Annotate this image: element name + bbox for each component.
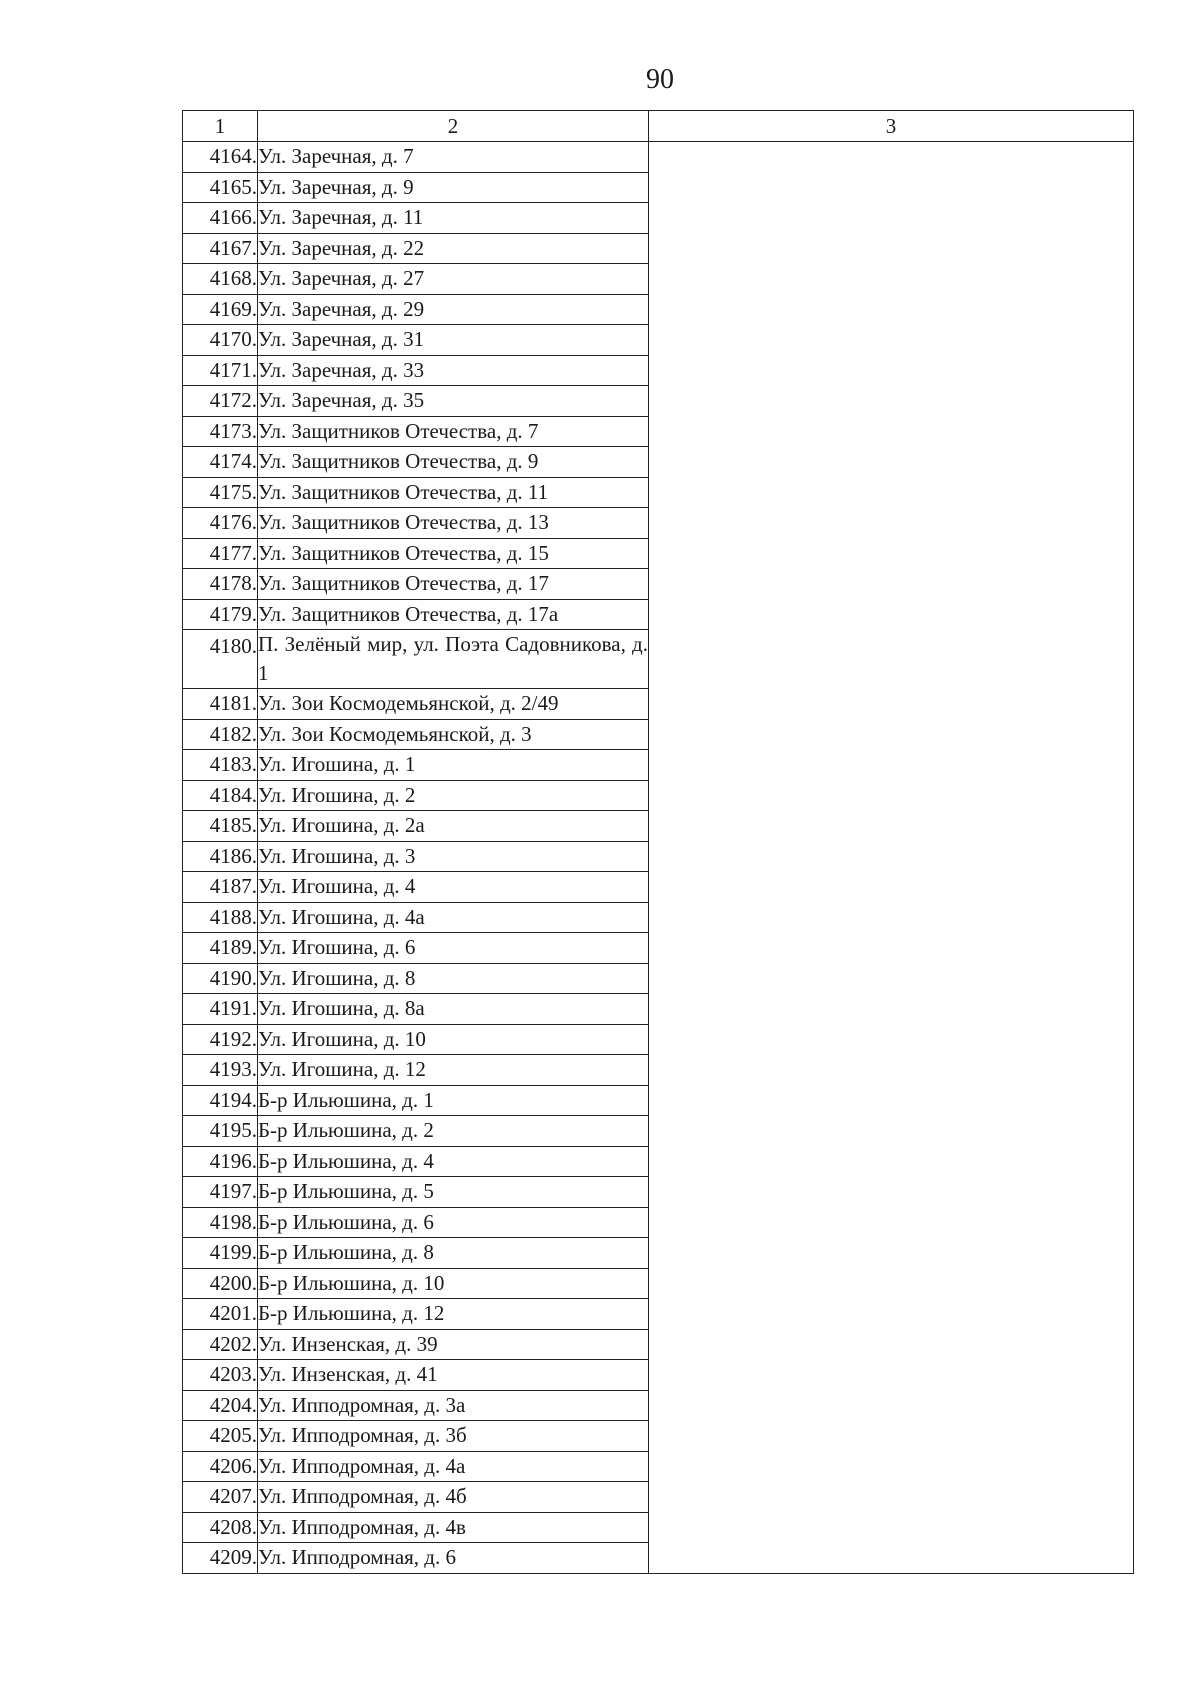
row-address: Ул. Заречная, д. 22: [258, 233, 649, 264]
row-number: 4202.: [183, 1329, 258, 1360]
row-address: Ул. Игошина, д. 4а: [258, 902, 649, 933]
row-address: Ул. Защитников Отечества, д. 15: [258, 538, 649, 569]
row-number: 4165.: [183, 172, 258, 203]
row-number: 4164.: [183, 142, 258, 173]
row-number: 4171.: [183, 355, 258, 386]
row-address: Ул. Защитников Отечества, д. 13: [258, 508, 649, 539]
row-address: Ул. Заречная, д. 33: [258, 355, 649, 386]
row-address: Ул. Ипподромная, д. 4в: [258, 1512, 649, 1543]
row-number: 4191.: [183, 994, 258, 1025]
row-address: Ул. Игошина, д. 8: [258, 963, 649, 994]
row-number: 4188.: [183, 902, 258, 933]
row-address: Ул. Заречная, д. 9: [258, 172, 649, 203]
table-body: [183, 142, 1134, 1574]
row-address: Ул. Заречная, д. 11: [258, 203, 649, 234]
row-address: Ул. Защитников Отечества, д. 7: [258, 416, 649, 447]
row-number: 4193.: [183, 1055, 258, 1086]
row-address: Ул. Ипподромная, д. 3б: [258, 1421, 649, 1452]
row-address: Ул. Игошина, д. 12: [258, 1055, 649, 1086]
row-number: 4189.: [183, 933, 258, 964]
row-address: Ул. Инзенская, д. 39: [258, 1329, 649, 1360]
row-address: Б-р Ильюшина, д. 2: [258, 1116, 649, 1147]
header-col-3: 3: [649, 111, 1134, 142]
row-number: 4167.: [183, 233, 258, 264]
row-number: 4194.: [183, 1085, 258, 1116]
header-col-2: 2: [258, 111, 649, 142]
row-address: Ул. Заречная, д. 27: [258, 264, 649, 295]
row-address: Ул. Игошина, д. 1: [258, 750, 649, 781]
row-address: Ул. Игошина, д. 2: [258, 780, 649, 811]
row-number: 4206.: [183, 1451, 258, 1482]
row-number: 4192.: [183, 1024, 258, 1055]
row-number: 4209.: [183, 1543, 258, 1574]
row-number: 4181.: [183, 689, 258, 720]
row-address: Ул. Заречная, д. 31: [258, 325, 649, 356]
row-number: 4187.: [183, 872, 258, 903]
row-number: 4170.: [183, 325, 258, 356]
row-number: 4190.: [183, 963, 258, 994]
row-number: 4203.: [183, 1360, 258, 1391]
row-address: Ул. Защитников Отечества, д. 11: [258, 477, 649, 508]
address-table: [182, 110, 1134, 1574]
row-address: Ул. Зои Космодемьянской, д. 2/49: [258, 689, 649, 720]
row-number: 4178.: [183, 569, 258, 600]
row-address: Ул. Игошина, д. 2а: [258, 811, 649, 842]
row-number: 4201.: [183, 1299, 258, 1330]
row-number: 4180.: [183, 630, 258, 689]
row-address: Ул. Игошина, д. 10: [258, 1024, 649, 1055]
row-address: Ул. Игошина, д. 6: [258, 933, 649, 964]
row-number: 4208.: [183, 1512, 258, 1543]
row-address: Ул. Заречная, д. 35: [258, 386, 649, 417]
row-number: 4207.: [183, 1482, 258, 1513]
row-address: Б-р Ильюшина, д. 8: [258, 1238, 649, 1269]
row-number: 4205.: [183, 1421, 258, 1452]
row-number: 4166.: [183, 203, 258, 234]
row-number: 4183.: [183, 750, 258, 781]
row-address: Ул. Ипподромная, д. 4б: [258, 1482, 649, 1513]
row-number: 4175.: [183, 477, 258, 508]
page-number: 90: [646, 64, 674, 95]
empty-column-3: [649, 142, 1134, 1574]
row-number: 4174.: [183, 447, 258, 478]
row-number: 4204.: [183, 1390, 258, 1421]
row-address: Ул. Ипподромная, д. 4а: [258, 1451, 649, 1482]
row-address: Ул. Защитников Отечества, д. 17а: [258, 599, 649, 630]
row-number: 4198.: [183, 1207, 258, 1238]
row-address: Ул. Заречная, д. 7: [258, 142, 649, 173]
row-number: 4182.: [183, 719, 258, 750]
row-address: Ул. Инзенская, д. 41: [258, 1360, 649, 1391]
row-address: Б-р Ильюшина, д. 5: [258, 1177, 649, 1208]
row-address: Ул. Игошина, д. 8а: [258, 994, 649, 1025]
row-number: 4199.: [183, 1238, 258, 1269]
header-col-1: 1: [183, 111, 258, 142]
row-address: Б-р Ильюшина, д. 1: [258, 1085, 649, 1116]
row-address: Ул. Ипподромная, д. 3а: [258, 1390, 649, 1421]
row-number: 4172.: [183, 386, 258, 417]
row-address: Б-р Ильюшина, д. 6: [258, 1207, 649, 1238]
row-number: 4185.: [183, 811, 258, 842]
row-address: Ул. Игошина, д. 4: [258, 872, 649, 903]
table-row: [183, 142, 1134, 173]
row-address: Ул. Защитников Отечества, д. 17: [258, 569, 649, 600]
row-number: 4179.: [183, 599, 258, 630]
row-number: 4200.: [183, 1268, 258, 1299]
row-address: П. Зелёный мир, ул. Поэта Садовникова, д. 1: [258, 630, 649, 689]
row-number: 4168.: [183, 264, 258, 295]
row-address: Б-р Ильюшина, д. 10: [258, 1268, 649, 1299]
row-number: 4176.: [183, 508, 258, 539]
row-number: 4184.: [183, 780, 258, 811]
row-address: Ул. Заречная, д. 29: [258, 294, 649, 325]
row-number: 4196.: [183, 1146, 258, 1177]
row-address: Б-р Ильюшина, д. 12: [258, 1299, 649, 1330]
header-row: [183, 111, 1134, 142]
row-address: Ул. Защитников Отечества, д. 9: [258, 447, 649, 478]
row-number: 4169.: [183, 294, 258, 325]
row-address: Ул. Игошина, д. 3: [258, 841, 649, 872]
row-number: 4186.: [183, 841, 258, 872]
row-address: Б-р Ильюшина, д. 4: [258, 1146, 649, 1177]
row-number: 4177.: [183, 538, 258, 569]
row-number: 4173.: [183, 416, 258, 447]
row-address: Ул. Ипподромная, д. 6: [258, 1543, 649, 1574]
row-number: 4197.: [183, 1177, 258, 1208]
row-number: 4195.: [183, 1116, 258, 1147]
row-address: Ул. Зои Космодемьянской, д. 3: [258, 719, 649, 750]
table-header: [183, 111, 1134, 142]
